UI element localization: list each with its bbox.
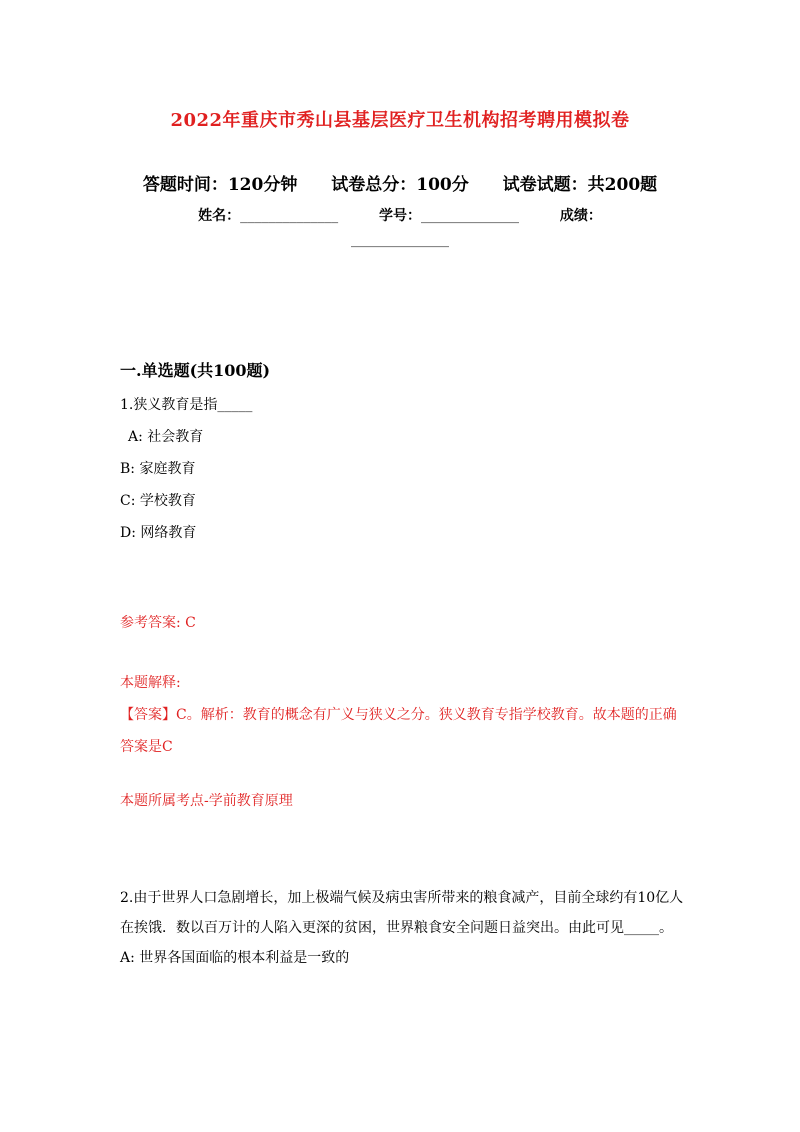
explanation-text: 【答案】C。解析：教育的概念有广义与狭义之分。狭义教育专指学校教育。故本题的正确答案是C bbox=[120, 707, 677, 755]
name-label: 姓名： bbox=[198, 208, 241, 224]
question-text: 2.由于世界人口急剧增长，加上极端气候及病虫害所带来的粮食减产，目前全球约有10亿人在挨饿．数以百万计的人陷入更深的贫困，世界粮食安全问题日益突出。由此可见_____。 bbox=[120, 890, 684, 936]
explanation-label: 本题解释: bbox=[120, 675, 181, 691]
topic-label: 本题所属考点-学前教育原理 bbox=[120, 793, 293, 809]
option-a: A: 社会教育 bbox=[128, 429, 204, 445]
question-1 bbox=[120, 389, 690, 817]
option-b: B: 家庭教育 bbox=[120, 461, 196, 477]
name-field bbox=[198, 208, 343, 224]
exam-time: 答题时间：120分钟 bbox=[142, 175, 298, 195]
section-title: 一.单选题(共100题) bbox=[120, 361, 271, 380]
student-info bbox=[0, 204, 800, 252]
page-title: 2022年重庆市秀山县基层医疗卫生机构招考聘用模拟卷 bbox=[170, 110, 630, 131]
score-label: 成绩： bbox=[559, 208, 602, 224]
id-blank: ______________ bbox=[421, 208, 519, 224]
total-score: 试卷总分：100分 bbox=[331, 175, 469, 195]
score-blank: ______________ bbox=[351, 232, 449, 248]
id-label: 学号： bbox=[379, 208, 421, 224]
question-list bbox=[120, 355, 690, 973]
name-blank: ______________ bbox=[240, 208, 339, 224]
option-a: A: 世界各国面临的根本利益是一致的 bbox=[120, 950, 350, 966]
exam-meta bbox=[0, 170, 800, 195]
question-2 bbox=[120, 883, 690, 973]
question-text: 1.狭义教育是指_____ bbox=[120, 397, 253, 413]
total-questions: 试卷试题：共200题 bbox=[502, 175, 658, 195]
option-c: C: 学校教育 bbox=[120, 493, 196, 509]
id-field bbox=[379, 208, 524, 224]
option-d: D: 网络教育 bbox=[120, 525, 197, 541]
reference-answer: 参考答案: C bbox=[120, 615, 196, 631]
score-field bbox=[560, 208, 602, 224]
